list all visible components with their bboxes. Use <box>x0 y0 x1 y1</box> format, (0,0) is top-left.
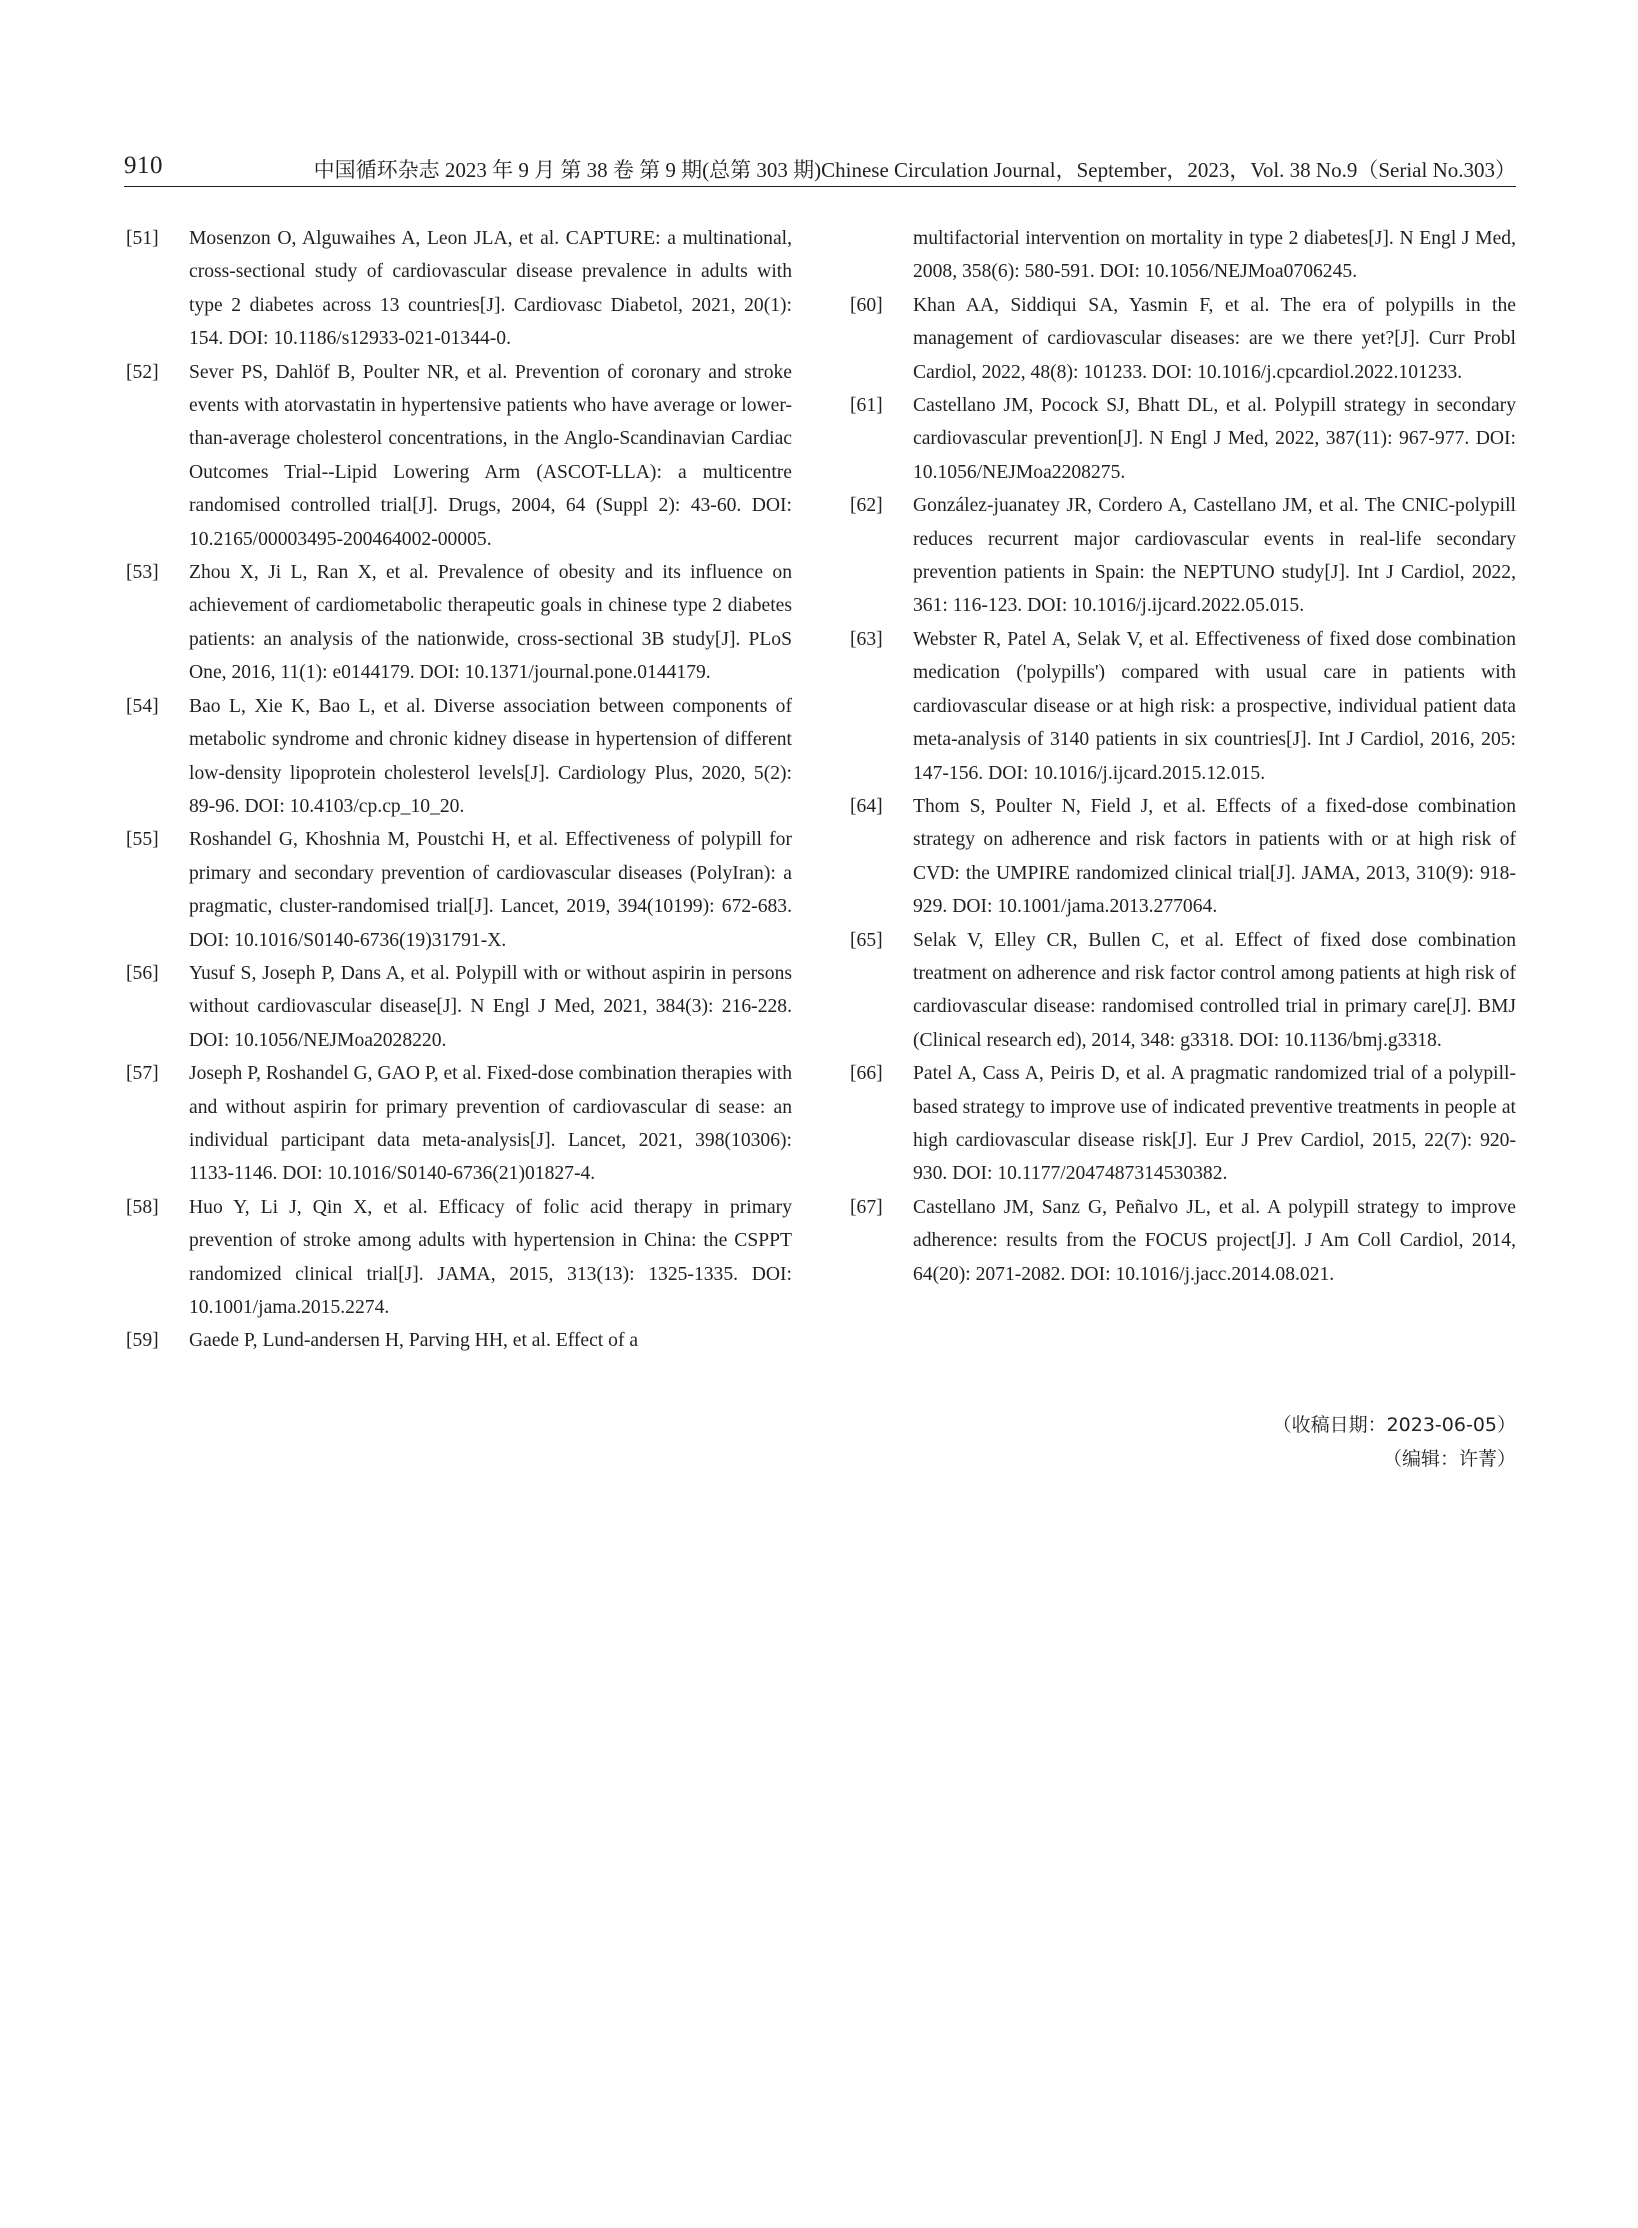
reference-text: Webster R, Patel A, Selak V, et al. Effectiveness of fixed dose combination medication ('polypills') compared with usual care in patients with cardiovascular disease or at high risk: a prospective, individual patient data meta-analysis of 3140 patients in six countries[J]. Int J Cardiol, 2016, 205: 147-156. DOI: 10.1016/j.ijcard.2015.12.015. <box>913 628 1516 784</box>
reference-text: Mosenzon O, Alguwaihes A, Leon JLA, et al. CAPTURE: a multinational, cross-sectional study of cardiovascular disease prevalence in adults with type 2 diabetes across 13 countries[J]. Cardiovasc Diabetol, 2021, 20(1): 154. DOI: 10.1186/s12933-021-01344-0. <box>189 228 792 350</box>
reference-item <box>126 1191 792 1325</box>
reference-59-continuation <box>850 222 1516 289</box>
reference-text: González-juanatey JR, Cordero A, Castellano JM, et al. The CNIC-polypill reduces recurrent major cardiovascular events in real-life secondary prevention patients in Spain: the NEPTUNO study[J]. Int J Cardiol, 2022, 361: 116-123. DOI: 10.1016/j.ijcard.2022.05.015. <box>913 495 1516 617</box>
reference-number: [66] <box>850 1063 883 1085</box>
reference-number: [59] <box>126 1330 159 1352</box>
reference-item <box>850 924 1516 1058</box>
journal-citation-line: 中国循环杂志 2023 年 9 月 第 38 卷 第 9 期(总第 303 期)Chinese Circulation Journal，September，2023，Vol. 38 No.9（Serial No.303） <box>313 158 1516 182</box>
reference-text: Bao L, Xie K, Bao L, et al. Diverse association between components of metabolic syndrome and chronic kidney disease in hypertension of different low-density lipoprotein cholesterol levels[J]. Cardiology Plus, 2020, 5(2): 89-96. DOI: 10.4103/cp.cp_10_20. <box>189 695 792 817</box>
reference-number: [54] <box>126 695 159 717</box>
reference-number: [53] <box>126 562 159 584</box>
reference-number: [52] <box>126 361 159 383</box>
reference-item <box>126 356 792 556</box>
reference-text: Patel A, Cass A, Peiris D, et al. A pragmatic randomized trial of a polypill-based strategy to improve use of indicated preventive treatments in people at high cardiovascular disease risk[J]. Eur J Prev Cardiol, 2015, 22(7): 920-930. DOI: 10.1177/2047487314530382. <box>913 1063 1516 1185</box>
reference-item <box>850 289 1516 389</box>
reference-item <box>126 556 792 690</box>
reference-number: [57] <box>126 1063 159 1085</box>
page-number: 910 <box>124 152 163 179</box>
reference-text: Roshandel G, Khoshnia M, Poustchi H, et al. Effectiveness of polypill for primary and secondary prevention of cardiovascular diseases (PolyIran): a pragmatic, cluster-randomised trial[J]. Lancet, 2019, 394(10199): 672-683. DOI: 10.1016/S0140-6736(19)31791-X. <box>189 829 792 951</box>
reference-number: [55] <box>126 829 159 851</box>
reference-item <box>126 1057 792 1191</box>
running-header <box>124 148 1516 187</box>
reference-item <box>850 790 1516 924</box>
reference-text: Selak V, Elley CR, Bullen C, et al. Effect of fixed dose combination treatment on adherence and risk factor control among patients at high risk of cardiovascular disease: randomised controlled trial in primary care[J]. BMJ (Clinical research ed), 2014, 348: g3318. DOI: 10.1136/bmj.g3318. <box>913 929 1516 1051</box>
reference-number: [64] <box>850 795 883 817</box>
reference-item <box>850 1191 1516 1291</box>
reference-item <box>850 623 1516 790</box>
references-right-column <box>850 222 1516 1291</box>
reference-text: Castellano JM, Pocock SJ, Bhatt DL, et al. Polypill strategy in secondary cardiovascular prevention[J]. N Engl J Med, 2022, 387(11): 967-977. DOI: 10.1056/NEJMoa2208275. <box>913 395 1516 483</box>
reference-number: [63] <box>850 628 883 650</box>
editor-credit: （编辑：许菁） <box>1382 1448 1516 1470</box>
reference-item <box>850 489 1516 623</box>
reference-text: Gaede P, Lund-andersen H, Parving HH, et al. Effect of a <box>189 1330 639 1352</box>
reference-number: [65] <box>850 929 883 951</box>
reference-text: Castellano JM, Sanz G, Peñalvo JL, et al. A polypill strategy to improve adherence: results from the FOCUS project[J]. J Am Coll Cardiol, 2014, 64(20): 2071-2082. DOI: 10.1016/j.jacc.2014.08.021. <box>913 1196 1516 1285</box>
received-date: （收稿日期：2023-06-05） <box>1272 1414 1516 1436</box>
references-left-column <box>126 222 792 1358</box>
reference-text: Yusuf S, Joseph P, Dans A, et al. Polypill with or without aspirin in persons without cardiovascular disease[J]. N Engl J Med, 2021, 384(3): 216-228. DOI: 10.1056/NEJMoa2028220. <box>189 962 792 1051</box>
reference-number: [56] <box>126 962 159 984</box>
reference-text: Joseph P, Roshandel G, GAO P, et al. Fixed-dose combination therapies with and without aspirin for primary prevention of cardiovascular di sease: an individual participant data meta-analysis[J]. Lancet, 2021, 398(10306): 1133-1146. DOI: 10.1016/S0140-6736(21)01827-4. <box>189 1063 792 1185</box>
reference-number: [60] <box>850 294 883 316</box>
reference-item <box>126 222 792 356</box>
reference-item <box>126 690 792 824</box>
reference-item <box>126 957 792 1057</box>
reference-number: [58] <box>126 1196 159 1218</box>
reference-text: Thom S, Poulter N, Field J, et al. Effects of a fixed-dose combination strategy on adherence and risk factors in patients with or at high risk of CVD: the UMPIRE randomized clinical trial[J]. JAMA, 2013, 310(9): 918-929. DOI: 10.1001/jama.2013.277064. <box>913 795 1516 918</box>
reference-number: [61] <box>850 395 883 417</box>
reference-text: Sever PS, Dahlöf B, Poulter NR, et al. Prevention of coronary and stroke events with atorvastatin in hypertensive patients who have average or lower-than-average cholesterol concentrations, in the Anglo-Scandinavian Cardiac Outcomes Trial--Lipid Lowering Arm (ASCOT-LLA): a multicentre randomised controlled trial[J]. Drugs, 2004, 64 (Suppl 2): 43-60. DOI: 10.2165/00003495-200464002-00005. <box>189 361 792 550</box>
reference-number: [67] <box>850 1196 883 1218</box>
reference-number: [62] <box>850 495 883 517</box>
reference-text: multifactorial intervention on mortality in type 2 diabetes[J]. N Engl J Med, 2008, 358(6): 580-591. DOI: 10.1056/NEJMoa0706245. <box>913 228 1516 283</box>
reference-text: Khan AA, Siddiqui SA, Yasmin F, et al. The era of polypills in the management of cardiovascular diseases: are we there yet?[J]. Curr Probl Cardiol, 2022, 48(8): 101233. DOI: 10.1016/j.cpcardiol.2022.101233. <box>913 294 1516 383</box>
reference-number: [51] <box>126 228 159 249</box>
article-footer <box>1273 1408 1516 1476</box>
reference-item <box>850 389 1516 489</box>
reference-text: Huo Y, Li J, Qin X, et al. Efficacy of folic acid therapy in primary prevention of stroke among adults with hypertension in China: the CSPPT randomized clinical trial[J]. JAMA, 2015, 313(13): 1325-1335. DOI: 10.1001/jama.2015.2274. <box>189 1196 792 1318</box>
reference-item <box>126 1324 792 1357</box>
reference-text: Zhou X, Ji L, Ran X, et al. Prevalence of obesity and its influence on achievement of cardiometabolic therapeutic goals in chinese type 2 diabetes patients: an analysis of the nationwide, cross-sectional 3B study[J]. PLoS One, 2016, 11(1): e0144179. DOI: 10.1371/journal.pone.0144179. <box>189 562 792 684</box>
reference-item <box>850 1057 1516 1191</box>
reference-item <box>126 823 792 957</box>
